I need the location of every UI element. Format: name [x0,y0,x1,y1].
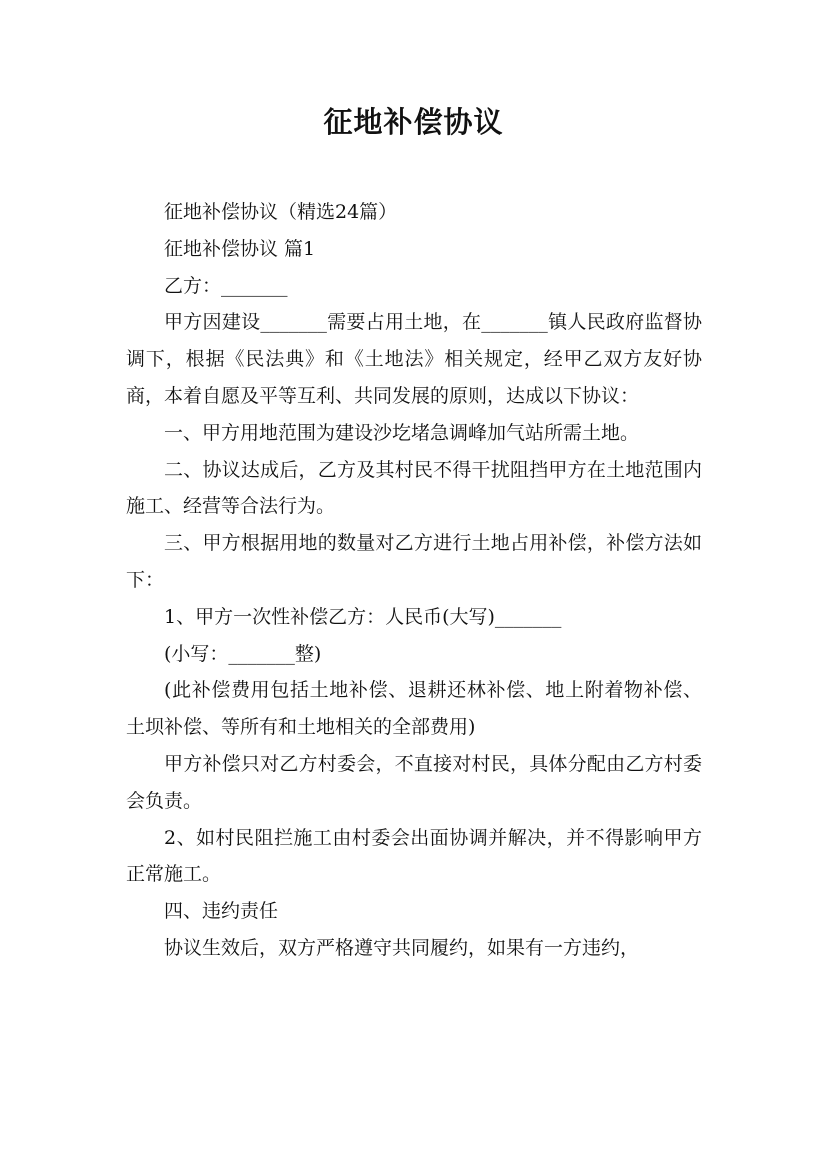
paragraph-party-b: 乙方：_______ [164,274,288,297]
document-body [126,194,702,967]
paragraph-subtitle: 征地补偿协议（精选24篇） [164,201,398,223]
paragraph-compensation-lowercase: (小写：_______整) [164,642,322,665]
paragraph-liability-heading: 四、违约责任 [164,900,279,923]
paragraph-preamble: 甲方因建设_______需要占用土地，在_______镇人民政府监督协调下，根据《民法典》和《土地法》相关规定，经甲乙双方友好协商，本着自愿及平等互利、共同发展的原则，达成以下协议： [126,311,702,407]
document-title: 征地补偿协议 [323,105,504,139]
paragraph-clause-2: 二、协议达成后，乙方及其村民不得干扰阻挡甲方在土地范围内施工、经营等合法行为。 [126,458,702,518]
paragraph-compensation-scope: (此补偿费用包括土地补偿、退耕还林补偿、地上附着物补偿、土坝补偿、等所有和土地相关的全部费用) [126,679,702,739]
paragraph-clause-1: 一、甲方用地范围为建设沙圪堵急调峰加气站所需土地。 [164,421,640,444]
paragraph-distribution: 甲方补偿只对乙方村委会，不直接对村民，具体分配由乙方村委会负责。 [126,752,702,812]
paragraph-liability-text: 协议生效后，双方严格遵守共同履约，如果有一方违约， [164,936,640,959]
paragraph-obstruction: 2、如村民阻拦施工由村委会出面协调并解决，并不得影响甲方正常施工。 [126,826,702,886]
paragraph-section-heading: 征地补偿协议 篇1 [164,237,316,260]
paragraph-compensation-amount: 1、甲方一次性补偿乙方：人民币(大写)_______ [164,605,562,628]
paragraph-clause-3: 三、甲方根据用地的数量对乙方进行土地占用补偿，补偿方法如下： [126,532,702,591]
